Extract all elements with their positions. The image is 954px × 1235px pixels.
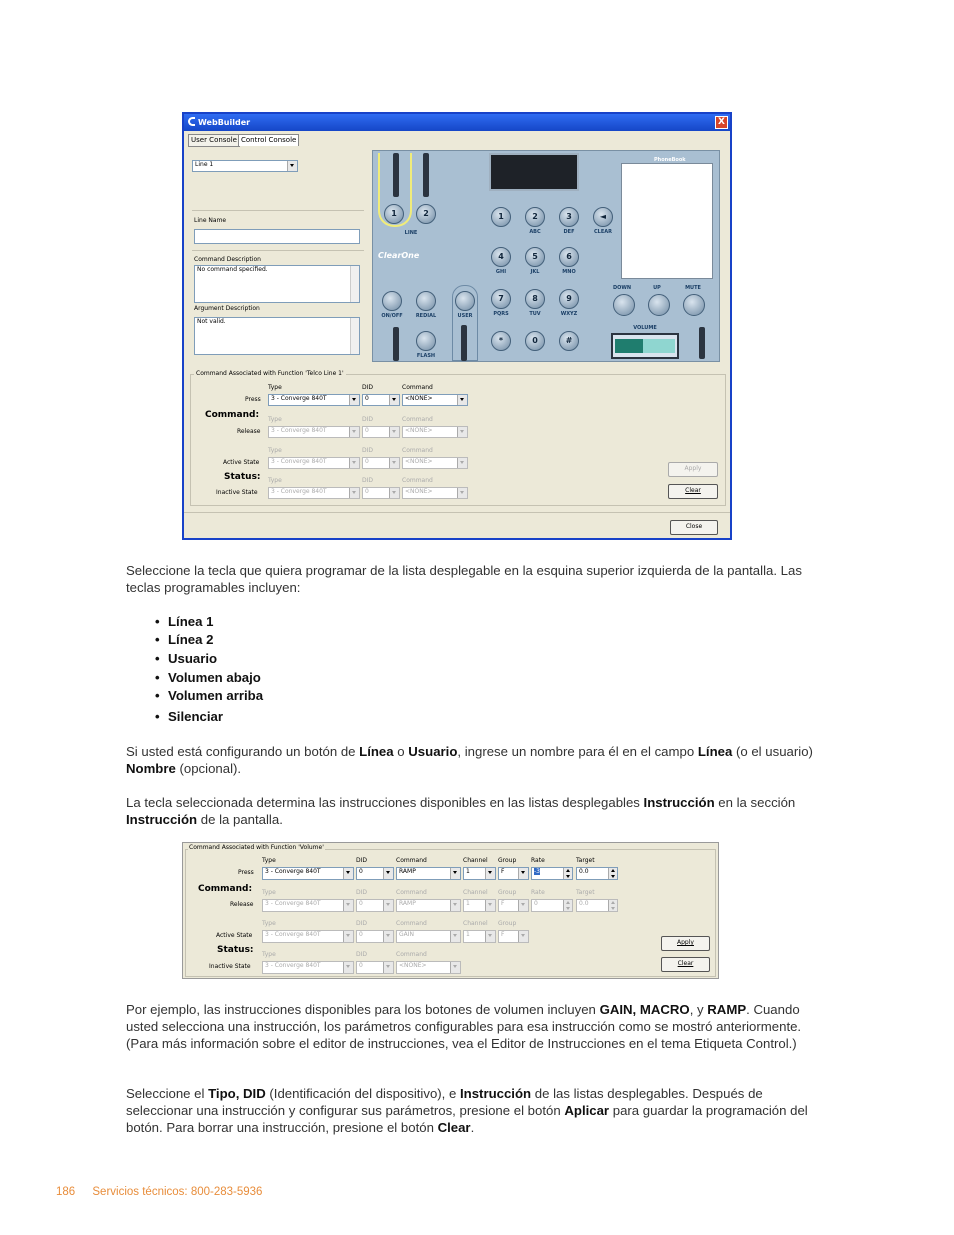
clearone-brand: ClearOne [378, 251, 420, 260]
press-did-select[interactable] [362, 394, 400, 406]
chevron-down-icon [389, 427, 399, 437]
paragraph-4: Por ejemplo, las instrucciones disponibles para los botones de volumen incluyen GAIN, MACRO, y RAMP. Cuando usted selecciona una instrucción, los parámetros configurables para esa instrucción como se mostró anteriormente. (Para más información sobre el editor de instrucciones, vea el Editor de Instrucciones en el tema Etiqueta Control.) [126, 1002, 802, 1051]
volume-meter-fill [615, 339, 643, 353]
press-group-select[interactable] [498, 867, 529, 880]
chevron-down-icon [518, 931, 528, 942]
select-value: <NONE> [405, 458, 433, 465]
list-item-text: Línea 2 [168, 632, 214, 647]
chevron-down-icon [349, 427, 359, 437]
select-value: <NONE> [405, 395, 433, 402]
chevron-down-icon [383, 900, 393, 911]
col-type: Type [268, 447, 282, 454]
line-led-slot [423, 153, 429, 197]
list-item [155, 709, 223, 724]
volume-down-label: DOWN [612, 285, 632, 291]
press-type-select[interactable] [268, 394, 360, 406]
key-8[interactable]: 8 [525, 289, 545, 309]
select-value: GAIN [399, 931, 415, 938]
col-command: Command [396, 889, 427, 896]
col-group: Group [498, 857, 517, 864]
col-did: DID [362, 416, 374, 423]
spinner-value: 0.0 [579, 868, 589, 875]
col-did: DID [362, 477, 374, 484]
line-name-label: Line Name [194, 217, 227, 224]
volume-command-panel [182, 842, 719, 979]
list-item-text: Silenciar [168, 709, 223, 724]
release-label: Release [230, 901, 254, 908]
led-slot [461, 325, 467, 361]
spinner-arrows-icon [563, 900, 572, 911]
volume-up-label: UP [653, 285, 661, 291]
footer-text: Servicios técnicos: 800-283-5936 [92, 1186, 263, 1198]
key-6[interactable]: 6 [559, 247, 579, 267]
col-target: Target [576, 889, 595, 896]
bullet-glyph: • [155, 632, 160, 647]
paragraph-5: Seleccione el Tipo, DID (Identificación del dispositivo), e Instrucción de las listas desplegables. Después de seleccionar una instrucción y configurar sus parámetros, presione el botón Aplicar para guardar la programación del botón. Para borrar una instrucción, presione el botón Clear. [126, 1086, 808, 1135]
spinner-arrows-icon[interactable] [608, 868, 617, 879]
col-command: Command [402, 416, 433, 423]
key-label-tuv: TUV [529, 311, 541, 317]
divider [192, 250, 364, 251]
select-value: 0 [359, 962, 363, 969]
argument-description-label: Argument Description [194, 305, 260, 312]
line-1-key[interactable]: 1 [384, 204, 404, 224]
inactive-did-select [356, 961, 394, 974]
select-value: F [501, 868, 505, 875]
mute-icon[interactable] [683, 294, 705, 316]
volume-meter-fill [643, 339, 675, 353]
inactive-type-select [268, 487, 360, 499]
select-value: F [501, 900, 505, 907]
flash-icon[interactable] [416, 331, 436, 351]
press-target-spinner[interactable] [576, 867, 618, 880]
select-value: 0 [359, 900, 363, 907]
inactive-command-select [402, 487, 468, 499]
col-type: Type [262, 920, 276, 927]
col-command: Command [402, 477, 433, 484]
command-group-title: Command Associated with Function 'Volume' [189, 844, 324, 851]
chevron-down-icon [518, 868, 528, 879]
line-select[interactable] [192, 160, 298, 172]
command-group-title: Command Associated with Function 'Telco Line 1' [196, 370, 344, 377]
col-type: Type [262, 889, 276, 896]
select-value: 0 [365, 458, 369, 465]
spinner-value: -3 [534, 868, 540, 875]
press-command-select[interactable] [396, 867, 461, 880]
argument-description-box [194, 317, 360, 355]
col-type: Type [262, 951, 276, 958]
press-label: Press [238, 869, 254, 876]
release-type-select [268, 426, 360, 438]
redial-icon[interactable] [416, 291, 436, 311]
chevron-down-icon [389, 458, 399, 468]
active-command-select [396, 930, 461, 943]
list-item-text: Volumen arriba [168, 688, 264, 703]
volume-meter [611, 333, 679, 359]
select-value: 0 [359, 931, 363, 938]
chevron-down-icon [343, 962, 353, 973]
active-state-label: Active State [223, 459, 260, 466]
line-2-key[interactable]: 2 [416, 204, 436, 224]
col-did: DID [362, 384, 374, 391]
key-label-clear: CLEAR [594, 229, 612, 235]
command-description-value: No command specified. [197, 266, 268, 273]
col-type: Type [268, 416, 282, 423]
key-star[interactable]: * [491, 331, 511, 351]
active-type-select [268, 457, 360, 469]
select-value: 3 - Converge 840T [265, 962, 321, 969]
volume-up-icon[interactable] [648, 294, 670, 316]
select-value: 0 [365, 488, 369, 495]
flash-label: FLASH [416, 353, 436, 359]
list-item-text: Volumen abajo [168, 670, 261, 685]
close-button[interactable]: Close [670, 520, 718, 535]
list-item-text: Usuario [168, 651, 218, 666]
list-item [155, 632, 213, 647]
inactive-did-select [362, 487, 400, 499]
key-label-pqrs: PQRS [493, 311, 509, 317]
list-item [155, 670, 261, 685]
window-close-button[interactable]: X [715, 116, 728, 129]
key-hash[interactable]: # [559, 331, 579, 351]
press-type-select[interactable] [262, 867, 354, 880]
key-4[interactable]: 4 [491, 247, 511, 267]
list-item-text: Línea 1 [168, 614, 214, 629]
select-value: 3 - Converge 840T [265, 900, 321, 907]
title-bar [184, 114, 730, 131]
apply-button[interactable]: Apply [668, 462, 718, 477]
col-rate: Rate [531, 889, 545, 896]
col-did: DID [356, 857, 368, 864]
chevron-down-icon [349, 488, 359, 498]
chevron-down-icon [485, 931, 495, 942]
spinner-arrows-icon [608, 900, 617, 911]
list-item [155, 688, 263, 703]
press-rate-spinner[interactable] [531, 867, 573, 880]
select-value: 3 - Converge 840T [265, 868, 321, 875]
key-5[interactable]: 5 [525, 247, 545, 267]
chevron-down-icon [450, 900, 460, 911]
chevron-down-icon [343, 931, 353, 942]
onoff-label: ON/OFF [381, 313, 403, 319]
chevron-down-icon [383, 868, 393, 879]
col-command: Command [396, 920, 427, 927]
active-command-select [402, 457, 468, 469]
tab-user-console[interactable]: User Console [188, 134, 240, 147]
chevron-down-icon [349, 395, 359, 405]
tab-control-console[interactable]: Control Console [238, 134, 299, 146]
active-did-select [356, 930, 394, 943]
press-did-select[interactable] [356, 867, 394, 880]
scrollbar[interactable] [350, 318, 359, 354]
key-label-abc: ABC [529, 229, 541, 235]
chevron-down-icon [383, 931, 393, 942]
press-channel-select[interactable] [463, 867, 496, 880]
release-did-select [356, 899, 394, 912]
command-heading: Command: [205, 410, 260, 420]
chevron-down-icon [389, 395, 399, 405]
paragraph-2: Si usted está configurando un botón de Línea o Usuario, ingrese un nombre para él en el campo Línea (o el usuario) Nombre (opcional). [126, 744, 813, 776]
active-channel-select [463, 930, 496, 943]
spinner-value: 0.0 [579, 900, 589, 907]
key-7[interactable]: 7 [491, 289, 511, 309]
paragraph-1: Seleccione la tecla que quiera programar de la lista desplegable en la esquina superior izquierda de la pantalla. Las teclas programables incluyen: [126, 563, 802, 595]
paragraph-3: La tecla seleccionada determina las instrucciones disponibles en las listas desplegables Instrucción en la sección Instrucción de la pantalla. [126, 795, 796, 827]
volume-down-icon[interactable] [613, 294, 635, 316]
select-value: RAMP [399, 868, 416, 875]
chevron-down-icon [457, 395, 467, 405]
inactive-type-select [262, 961, 354, 974]
command-description-box [194, 265, 360, 303]
power-icon[interactable] [382, 291, 402, 311]
inactive-state-label: Inactive State [216, 489, 258, 496]
col-command: Command [396, 951, 427, 958]
line-select-value: Line 1 [195, 161, 214, 168]
spinner-arrows-icon[interactable] [563, 868, 572, 879]
volume-label: VOLUME [633, 325, 657, 331]
active-did-select [362, 457, 400, 469]
bullet-glyph: • [155, 670, 160, 685]
select-value: 1 [466, 931, 470, 938]
key-label-def: DEF [563, 229, 575, 235]
col-command: Command [402, 384, 433, 391]
chevron-down-icon [457, 488, 467, 498]
key-label-jkl: JKL [530, 269, 540, 275]
clearone-logo-icon [188, 117, 195, 126]
led-slot [393, 327, 399, 361]
press-command-select[interactable] [402, 394, 468, 406]
col-target: Target [576, 857, 595, 864]
chevron-down-icon [343, 868, 353, 879]
phone-display [489, 153, 579, 191]
key-label-wxyz: WXYZ [560, 311, 578, 317]
select-value: RAMP [399, 900, 416, 907]
key-label-mno: MNO [562, 269, 576, 275]
col-command: Command [402, 447, 433, 454]
spinner-value: 0 [534, 900, 538, 907]
argument-description-value: Not valid. [197, 318, 226, 325]
bullet-glyph: • [155, 709, 160, 724]
col-did: DID [356, 889, 368, 896]
user-label: USER [457, 313, 473, 319]
release-target-spinner [576, 899, 618, 912]
bullet-glyph: • [155, 614, 160, 629]
release-command-select [402, 426, 468, 438]
inactive-state-label: Inactive State [209, 963, 251, 970]
led-slot [699, 327, 705, 359]
chevron-down-icon [485, 900, 495, 911]
line-name-input[interactable] [194, 229, 360, 244]
key-3[interactable]: 3 [559, 207, 579, 227]
apply-button[interactable]: Apply [661, 936, 710, 951]
active-group-select [498, 930, 529, 943]
col-group: Group [498, 889, 517, 896]
webbuilder-window [182, 112, 732, 540]
chevron-down-icon [457, 458, 467, 468]
release-rate-spinner [531, 899, 573, 912]
scrollbar[interactable] [350, 266, 359, 302]
clear-button[interactable]: Clear [668, 484, 718, 499]
key-1[interactable]: 1 [491, 207, 511, 227]
chevron-down-icon [450, 962, 460, 973]
select-value: 3 - Converge 840T [271, 427, 327, 434]
select-value: F [501, 931, 505, 938]
clear-button[interactable]: Clear [661, 957, 710, 972]
chevron-down-icon [450, 931, 460, 942]
mute-label: MUTE [685, 285, 701, 291]
command-heading: Command: [198, 884, 253, 894]
chevron-down-icon [287, 161, 297, 171]
select-value: 0 [365, 395, 369, 402]
col-channel: Channel [463, 889, 488, 896]
select-value: 3 - Converge 840T [265, 931, 321, 938]
col-did: DID [356, 951, 368, 958]
phone-panel [372, 150, 720, 362]
select-value: <NONE> [405, 488, 433, 495]
col-type: Type [268, 384, 282, 391]
col-rate: Rate [531, 857, 545, 864]
page-footer [56, 1186, 262, 1198]
release-did-select [362, 426, 400, 438]
col-did: DID [356, 920, 368, 927]
window-title: WebBuilder [198, 118, 251, 127]
col-channel: Channel [463, 857, 488, 864]
select-value: 3 - Converge 840T [271, 458, 327, 465]
select-value: 0 [365, 427, 369, 434]
active-type-select [262, 930, 354, 943]
chevron-down-icon [383, 962, 393, 973]
status-heading: Status: [224, 472, 261, 482]
page-number: 186 [56, 1186, 76, 1198]
col-group: Group [498, 920, 517, 927]
bullet-glyph: • [155, 651, 160, 666]
release-channel-select [463, 899, 496, 912]
key-9[interactable]: 9 [559, 289, 579, 309]
chevron-down-icon [343, 900, 353, 911]
col-did: DID [362, 447, 374, 454]
key-label-ghi: GHI [495, 269, 507, 275]
release-type-select [262, 899, 354, 912]
divider [184, 512, 732, 513]
select-value: 0 [359, 868, 363, 875]
col-channel: Channel [463, 920, 488, 927]
chevron-down-icon [457, 427, 467, 437]
release-command-select [396, 899, 461, 912]
release-group-select [498, 899, 529, 912]
press-label: Press [245, 396, 261, 403]
command-description-label: Command Description [194, 256, 261, 263]
list-item [155, 651, 217, 666]
select-value: 3 - Converge 840T [271, 395, 327, 402]
clear-key[interactable]: ◄ [593, 207, 613, 227]
inactive-command-select [396, 961, 461, 974]
col-type: Type [268, 477, 282, 484]
select-value: <NONE> [405, 427, 433, 434]
bullet-glyph: • [155, 688, 160, 703]
select-value: 1 [466, 868, 470, 875]
phonebook-list[interactable] [621, 157, 713, 279]
chevron-down-icon [450, 868, 460, 879]
key-0[interactable]: 0 [525, 331, 545, 351]
select-value: 1 [466, 900, 470, 907]
list-item [155, 614, 213, 629]
active-state-label: Active State [216, 932, 253, 939]
col-type: Type [262, 857, 276, 864]
select-value: <NONE> [399, 962, 427, 969]
status-heading: Status: [217, 945, 254, 955]
release-label: Release [237, 428, 261, 435]
divider [192, 210, 364, 211]
key-2[interactable]: 2 [525, 207, 545, 227]
col-command: Command [396, 857, 427, 864]
line-label: LINE [404, 230, 418, 236]
redial-label: REDIAL [415, 313, 437, 319]
chevron-down-icon [349, 458, 359, 468]
chevron-down-icon [485, 868, 495, 879]
chevron-down-icon [389, 488, 399, 498]
phonebook-label: PhoneBook [654, 157, 686, 163]
chevron-down-icon [518, 900, 528, 911]
select-value: 3 - Converge 840T [271, 488, 327, 495]
